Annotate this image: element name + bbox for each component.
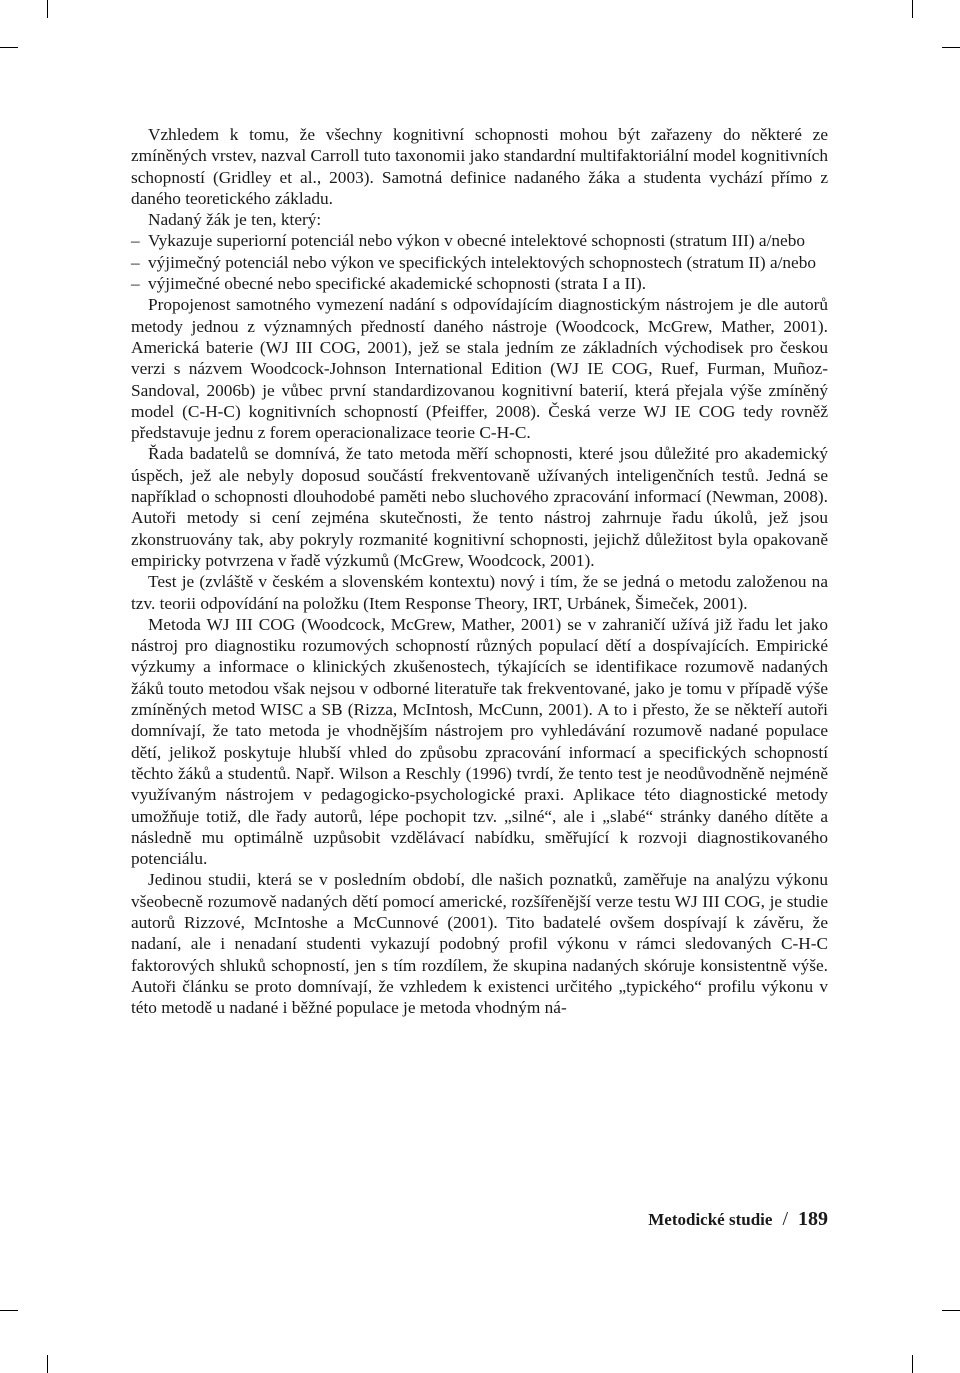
crop-mark [942, 1310, 960, 1311]
paragraph: Vzhledem k tomu, že všechny kognitivní schopnosti mohou být zařazeny do některé ze zmíněných vrstev, nazval Carroll tuto taxonomii jako standardní multifaktoriální model kognitivních schopností (Gridley et al., 2003). Samotná definice nadaného žáka a studenta vychází přímo z daného teoretického základu. [131, 125, 828, 208]
paragraph: Jedinou studii, která se v posledním období, dle našich poznatků, zaměřuje na analýzu výkonu všeobecně rozumově nadaných dětí pomocí americké, rozšířenější verze testu WJ III COG, je studie autorů Rizzové, McIntoshe a McCunnové (2001). Tito badatelé ovšem dospívají k závěru, že nadaní, ale i nenadaní studenti vykazují podobný profil výkonu v rámci sledovaných C-H-C faktorových shluků schopností, jen s tím rozdílem, že skupina nadaných skóruje konsistentně výše. Autoři článku se proto domnívají, že vzhledem k existenci určitého „typického“ profilu výkonu v této metodě u nadané i běžné populace je metoda vhodným ná- [131, 870, 828, 1018]
list-dash: – [131, 274, 140, 294]
list-item [131, 230, 828, 251]
list-item [131, 252, 828, 273]
paragraph: Propojenost samotného vymezení nadání s odpovídajícím diagnostickým nástrojem je dle autorů metody jednou z významných předností daného nástroje (Woodcock, McGrew, Mather, 2001). Americká baterie (WJ III COG, 2001), jež se stala jedním ze základních východisek pro českou verzi s názvem Woodcock-Johnson International Edition (WJ IE COG, Ruef, Furman, Muñoz-Sandoval, 2006b) je vůbec první standardizovanou kognitivní baterií, která přejala výše zmíněný model (C-H-C) kognitivních schopností (Pfeiffer, 2008). Česká verze WJ IE COG tedy rovněž představuje jednu z forem operacionalizace teorie C-H-C. [131, 295, 828, 443]
footer-section-title: Metodické studie [648, 1210, 773, 1229]
crop-mark [0, 1310, 18, 1311]
crop-mark [47, 1355, 48, 1373]
paragraph: Metoda WJ III COG (Woodcock, McGrew, Mather, 2001) se v zahraničí užívá již řadu let jako nástroj pro diagnostiku rozumových schopností různých populací dětí a dospívajících. Empirické výzkumy a informace o klinických zkušenostech, týkajících se identifikace rozumově nadaných žáků touto metodou však nejsou v odborné literatuře tak frekventované, jako je tomu v případě výše zmíněných metod WISC a SB (Rizza, McIntosh, McCunn, 2001). A to i přesto, že se někteří autoři domnívají, že tato metoda je vhodnějším nástrojem pro vyhledávání rozumově nadané populace dětí, jelikož poskytuje hlubší vhled do způsobu zpracování informací a specifických schopností těchto žáků a studentů. Např. Wilson a Reschly (1996) tvrdí, že tento test je neodůvodněně nejméně využívaným nástrojem v pedagogicko-psychologické praxi. Aplikace této diagnostické metody umožňuje totiž, dle řady autorů, lépe pochopit tzv. „silné“, ale i „slabé“ stránky daného dítěte a následně mu optimálně uzpůsobit vzdělávací nabídku, směřující k rozvoji diagnostikovaného potenciálu. [131, 614, 828, 869]
crop-mark [912, 0, 913, 18]
list-item-text: výjimečný potenciál nebo výkon ve specifických intelektových schopnostech (stratum II) a/nebo [148, 252, 817, 272]
crop-mark [942, 47, 960, 48]
paragraph: Řada badatelů se domnívá, že tato metoda měří schopnosti, které jsou důležité pro akademický úspěch, jež ale nebyly doposud součástí frekventovaně užívaných inteligenčních testů. Jedná se například o schopnosti dlouhodobé paměti nebo sluchového zpracování informací (Newman, 2008). Autoři metody si cení zejména skutečnosti, že tento nástroj zahrnuje řadu úkolů, jež jsou zkonstruovány tak, aby pokryly rozmanité kognitivní schopnosti, jejichž důležitost byla opakovaně empiricky potvrzena v řadě výzkumů (McGrew, Woodcock, 2001). [131, 444, 828, 570]
page-number: 189 [798, 1208, 828, 1230]
list-dash: – [131, 231, 140, 251]
paragraph: Test je (zvláště v českém a slovenském kontextu) nový i tím, že se jedná o metodu založenou na tzv. teorii odpovídání na položku (Item Response Theory, IRT, Urbánek, Šimeček, 2001). [131, 572, 828, 613]
list-item-text: výjimečné obecné nebo specifické akademické schopnosti (strata I a II). [148, 274, 647, 294]
crop-mark [912, 1355, 913, 1373]
paragraph: Nadaný žák je ten, který: [148, 210, 322, 230]
list-item-text: Vykazuje superiorní potenciál nebo výkon v obecné intelektové schopnosti (stratum III) a/nebo [148, 231, 805, 251]
crop-mark [47, 0, 48, 18]
page-footer [648, 1208, 828, 1231]
list-item [131, 273, 828, 294]
footer-separator: / [782, 1208, 788, 1230]
list-dash: – [131, 252, 140, 272]
body-text [131, 124, 828, 1018]
crop-mark [0, 47, 18, 48]
